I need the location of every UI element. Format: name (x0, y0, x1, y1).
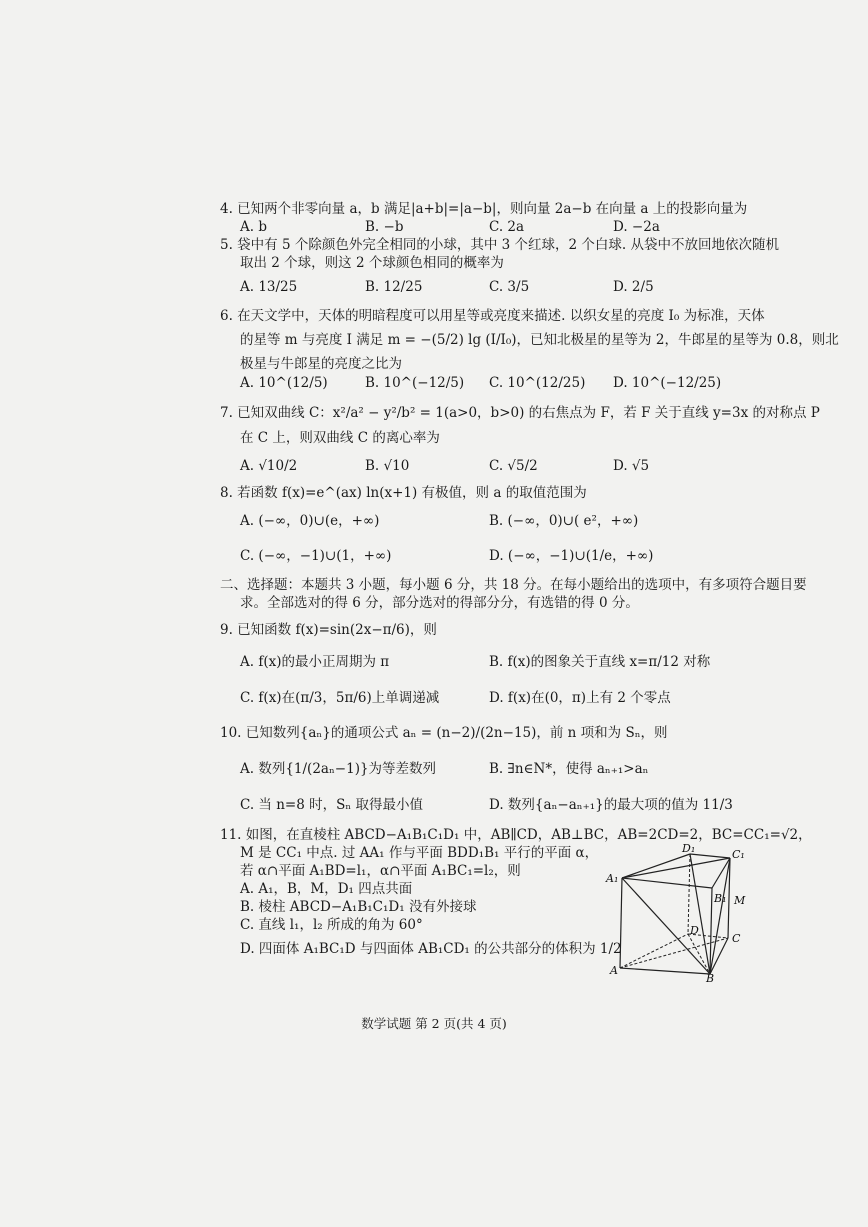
label-d1: D₁ (682, 842, 696, 855)
q11-option-a: A. A₁，B，M，D₁ 四点共面 (240, 881, 413, 897)
prism-figure (602, 842, 752, 982)
q11-stem-line3: 若 α∩平面 A₁BD=l₁，α∩平面 A₁BC₁=l₂，则 (240, 863, 521, 879)
q11-stem-line1: 11. 如图，在直棱柱 ABCD−A₁B₁C₁D₁ 中，AB∥CD，AB⊥BC，AB=2CD=2，BC=CC₁=√2， (220, 827, 812, 843)
q6-stem-line2: 的星等 m 与亮度 I 满足 m = −(5/2) lg (I/I₀)，已知北极星的星等为 2，牛郎星的星等为 0.8，则北 (240, 332, 839, 348)
q9-stem: 9. 已知函数 f(x)=sin(2x−π/6)，则 (220, 622, 437, 638)
q6-stem-line3: 极星与牛郎星的亮度之比为 (240, 356, 402, 372)
section2-line2: 求。全部选对的得 6 分，部分选对的得部分分，有选错的得 0 分。 (240, 595, 639, 611)
q6-option-d: D. 10^(−12/25) (613, 375, 722, 391)
q6-option-c: C. 10^(12/25) (489, 375, 586, 391)
label-b: B (706, 972, 715, 982)
q5-option-a: A. 13/25 (240, 279, 298, 295)
q8-stem: 8. 若函数 f(x)=e^(ax) ln(x+1) 有极值，则 a 的取值范围为 (220, 485, 587, 501)
q6-stem-line1: 6. 在天文学中，天体的明暗程度可以用星等或亮度来描述. 以织女星的亮度 I₀ 为标准，天体 (220, 308, 765, 324)
q6-option-a: A. 10^(12/5) (240, 375, 328, 391)
q10-stem: 10. 已知数列{aₙ}的通项公式 aₙ = (n−2)/(2n−15)，前 n 项和为 Sₙ，则 (220, 725, 668, 741)
q9-option-c: C. f(x)在(π/3，5π/6)上单调递减 (240, 690, 440, 706)
q10-option-c: C. 当 n=8 时，Sₙ 取得最小值 (240, 797, 423, 813)
q10-option-d: D. 数列{aₙ−aₙ₊₁}的最大项的值为 11/3 (489, 797, 733, 813)
q4-option-c: C. 2a (489, 219, 525, 235)
q11-option-c: C. 直线 l₁，l₂ 所成的角为 60° (240, 917, 423, 933)
q8-option-d: D. (−∞，−1)∪(1/e，+∞) (489, 548, 654, 564)
label-m: M (734, 894, 746, 907)
q10-option-b: B. ∃n∈N*，使得 aₙ₊₁>aₙ (489, 761, 649, 777)
q7-option-a: A. √10/2 (240, 458, 298, 474)
label-a: A (610, 964, 618, 977)
q11-option-b: B. 棱柱 ABCD−A₁B₁C₁D₁ 没有外接球 (240, 899, 477, 915)
q7-stem-line2: 在 C 上，则双曲线 C 的离心率为 (240, 430, 440, 446)
q6-option-b: B. 10^(−12/5) (365, 375, 465, 391)
q11-option-d: D. 四面体 A₁BC₁D 与四面体 AB₁CD₁ 的公共部分的体积为 1/2 (240, 941, 622, 957)
q9-option-d: D. f(x)在(0，π)上有 2 个零点 (489, 690, 671, 706)
q9-option-a: A. f(x)的最小正周期为 π (240, 654, 390, 670)
section2-line1: 二、选择题：本题共 3 小题，每小题 6 分，共 18 分。在每小题给出的选项中，有多项符合题目要 (220, 577, 807, 593)
q7-option-c: C. √5/2 (489, 458, 538, 474)
q11-stem-line2: M 是 CC₁ 中点. 过 AA₁ 作与平面 BDD₁B₁ 平行的平面 α， (240, 845, 599, 861)
q4-stem: 4. 已知两个非零向量 a，b 满足|a+b|=|a−b|，则向量 2a−b 在向量 a 上的投影向量为 (220, 201, 748, 217)
q7-option-d: D. √5 (613, 458, 650, 474)
q8-option-a: A. (−∞，0)∪(e，+∞) (240, 513, 380, 529)
q4-option-b: B. −b (365, 219, 404, 235)
label-c1: C₁ (732, 848, 745, 861)
q4-option-a: A. b (240, 219, 267, 235)
q10-option-a: A. 数列{1/(2aₙ−1)}为等差数列 (240, 761, 437, 777)
label-a1: A₁ (606, 872, 619, 885)
page-footer: 数学试题 第 2 页(共 4 页) (361, 1016, 507, 1031)
q5-stem-line1: 5. 袋中有 5 个除颜色外完全相同的小球，其中 3 个红球，2 个白球. 从袋中不放回地依次随机 (220, 237, 779, 253)
label-b1: B₁ (714, 892, 727, 905)
q5-option-d: D. 2/5 (613, 279, 654, 295)
q8-option-b: B. (−∞，0)∪( e²，+∞) (489, 513, 639, 529)
q8-option-c: C. (−∞，−1)∪(1，+∞) (240, 548, 392, 564)
q7-stem-line1: 7. 已知双曲线 C：x²/a² − y²/b² = 1(a>0，b>0) 的右焦点为 F，若 F 关于直线 y=3x 的对称点 P (220, 405, 820, 421)
q5-option-c: C. 3/5 (489, 279, 530, 295)
q7-option-b: B. √10 (365, 458, 410, 474)
label-d: D (690, 924, 699, 937)
label-c: C (732, 932, 741, 945)
q5-option-b: B. 12/25 (365, 279, 423, 295)
q4-option-d: D. −2a (613, 219, 660, 235)
q9-option-b: B. f(x)的图象关于直线 x=π/12 对称 (489, 654, 711, 670)
q5-stem-line2: 取出 2 个球，则这 2 个球颜色相同的概率为 (240, 255, 504, 271)
